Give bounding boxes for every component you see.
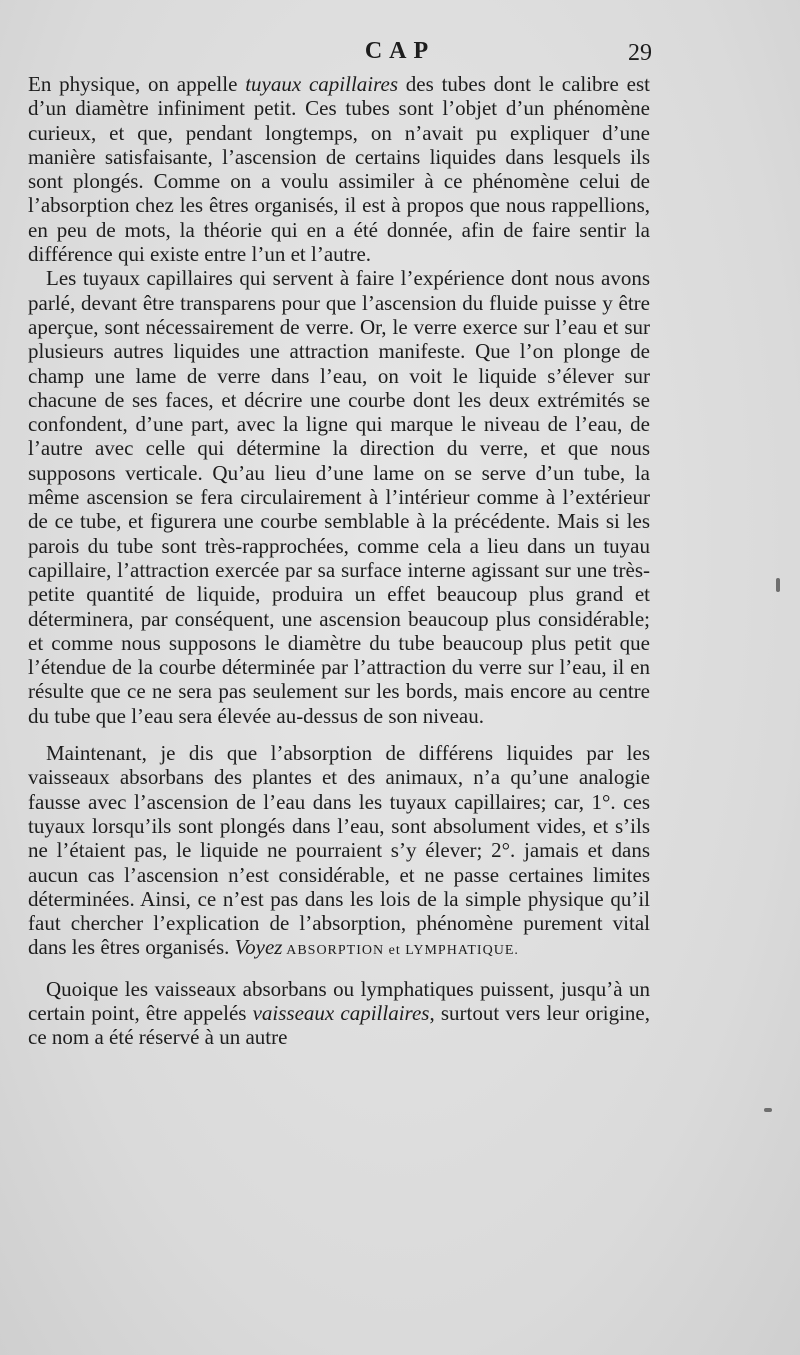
text-body xyxy=(28,72,650,1050)
running-head: CAP xyxy=(364,38,436,64)
margin-ink-mark xyxy=(776,578,780,592)
paragraph-lymphatic-vessels xyxy=(28,977,650,1050)
paragraph-absorption-analogy xyxy=(28,741,650,964)
paragraph-text: Quoique les vaisseaux absorbans ou lymphatiques puissent, jusqu’à un certain point, être appelés xyxy=(28,976,650,1025)
emphasis-term: vaisseaux capillaires xyxy=(252,1000,430,1025)
paragraph-text: Maintenant, je dis que l’absorption de différens liquides par les vaisseaux absorbans des plantes et des animaux, n’a qu’une analogie fausse avec l’ascension de l’eau dans les tuyaux capillaires; car, 1°. ces tuyaux lorsqu’ils sont plongés dans l’eau, sont absolument vides, et s’ils ne l’étaient pas, le liquide ne pourraient s’y élever; 2°. jamais et dans aucun cas l’ascension n’est considérable, et ne passe certaines limites déterminées. Ainsi, ce n’est pas dans les lois de la simple physique qu’il faut chercher l’explication de l’absorption, phénomène purement vital dans les êtres organisés. xyxy=(28,741,650,960)
paragraph-text: En physique, on appelle xyxy=(28,72,246,96)
paragraph-text: , surtout vers leur origine, ce nom a été réservé à un autre xyxy=(28,1000,651,1050)
page-header xyxy=(0,38,800,68)
page-number: 29 xyxy=(628,40,652,66)
paragraph-glass-attraction: Les tuyaux capillaires qui servent à faire l’expérience dont nous avons parlé, devant être transparens pour que l’ascension du fluide puisse y être aperçue, sont nécessairement de verre. Or, le verre exerce sur l’eau et sur plusieurs autres liquides une attraction manifeste. Que l’on plonge de champ une lame de verre dans l’eau, on voit le liquide s’élever sur chacune de ses faces, et décrire une courbe dont les deux extrémités se confondent, d’une part, avec la ligne qui marque le niveau de l’eau, de l’autre avec celle qui détermine la direction du verre, et que nous supposons verticale. Qu’au lieu d’une lame on se serve d’un tube, la même ascension se fera circulairement à l’intérieur comme à l’extérieur de ce tube, et figurera une courbe semblable à la précédente. Mais si les parois du tube sont très-rapprochées, comme cela a lieu dans un tuyau capillaire, l’attraction exercée par sa surface interne agissant sur une très-petite quantité de liquide, produira un effet beaucoup plus grand et déterminera, par conséquent, une ascension beaucoup plus considérable; et comme nous supposons le diamètre du tube beaucoup plus petit que l’étendue de la courbe déterminée par l’attraction du verre sur l’eau, il en résulte que ce ne sera pas seulement sur les bords, mais encore au centre du tube que l’eau sera élevée au-dessus de son niveau. xyxy=(28,266,650,728)
cross-reference-targets: ABSORPTION et LYMPHATIQUE. xyxy=(282,943,519,959)
paragraph-text: des tubes dont le calibre est d’un diamètre infiniment petit. Ces tubes sont l’objet d’un phénomène curieux, et que, pendant longtemps, on n’avait pu expliquer d’une manière satisfaisante, l’ascension de certains liquides dans lesquels ils sont plongés. Comme on a voulu assimiler à ce phénomène celui de l’absorption chez les êtres organisés, il est à propos que nous rappellions, en peu de mots, la théorie qui en a été donnée, afin de faire sentir la différence qui existe entre l’un et l’autre. xyxy=(28,72,650,267)
margin-ink-mark xyxy=(764,1108,772,1112)
paragraph-capillary-definition xyxy=(28,72,650,266)
cross-reference-label: Voyez xyxy=(234,935,283,960)
emphasis-term: tuyaux capillaires xyxy=(245,72,398,96)
